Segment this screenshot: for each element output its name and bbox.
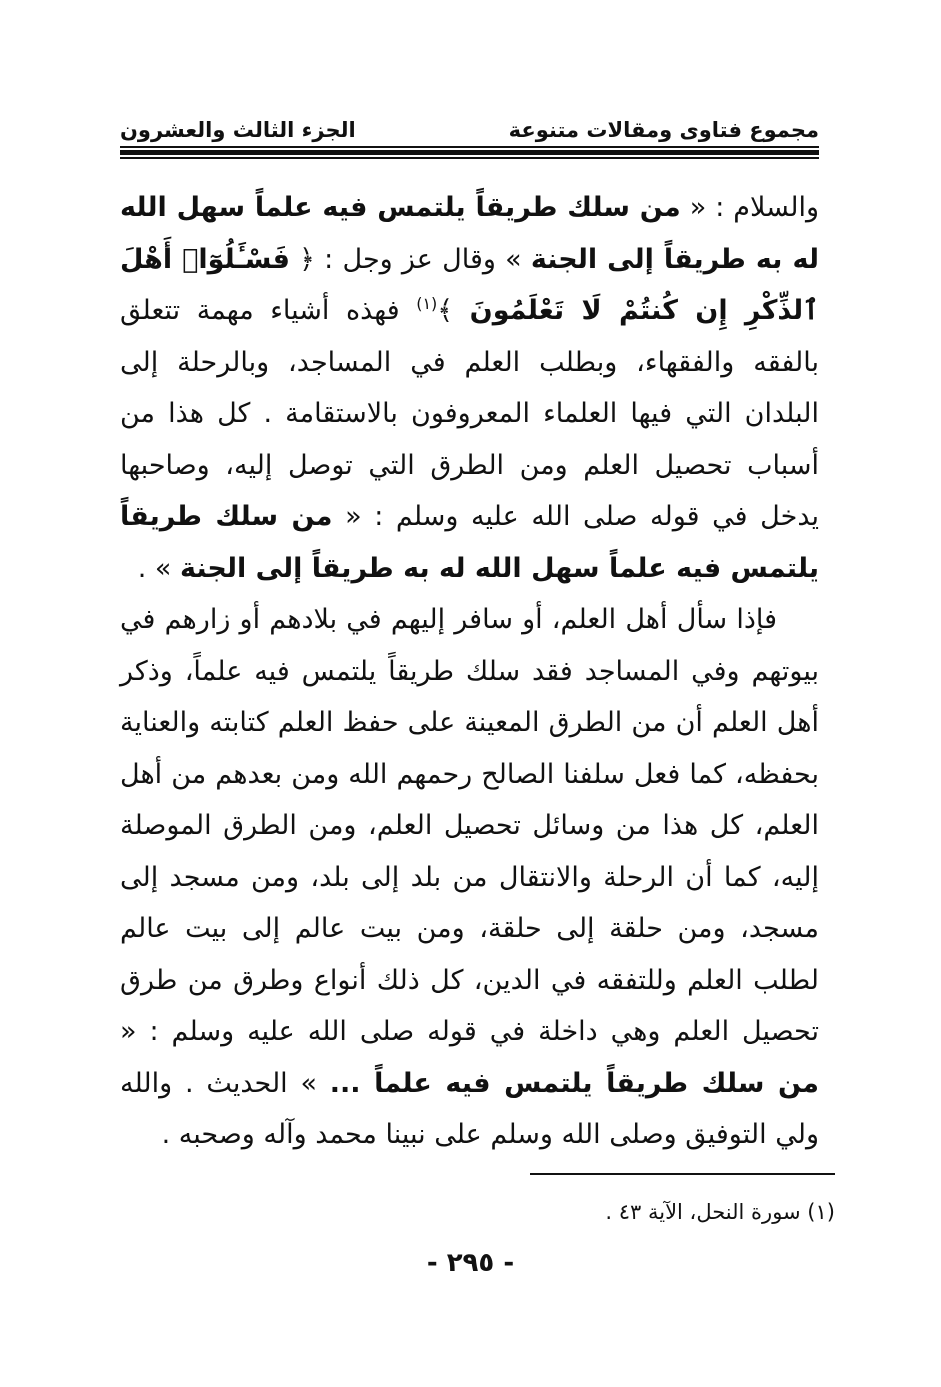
text-span: » الحديث . والله ولي التوفيق وصلى الله وسلم على نبينا محمد وآله وصحبه .: [120, 1067, 819, 1150]
page-number: - ٢٩٥ -: [426, 1248, 515, 1278]
footnote: (١) سورة النحل، الآية ٤٣ .: [605, 1200, 835, 1224]
text-span: فهذه أشياء مهمة تتعلق بالفقه والفقهاء، وبطلب العلم في المساجد، وبالرحلة إلى البلدان التي فيها العلماء المعروفون بالاستقامة . كل هذا من أسباب تحصيل العلم ومن الطرق التي توصل إليه، وصاحبها يدخل في قوله صلى الله عليه وسلم : «: [120, 295, 820, 532]
hadith-quote: من سلك طريقاً يلتمس فيه علماً سهل الله له به طريقاً إلى الجنة: [120, 501, 819, 584]
hadith-quote: من سلك طريقاً يلتمس فيه علماً سهل الله له به طريقاً إلى الجنة: [120, 192, 819, 275]
volume-label: الجزء الثالث والعشرون: [120, 118, 356, 142]
running-header: [120, 106, 819, 142]
book-title: مجموع فتاوى ومقالات متنوعة: [508, 118, 819, 142]
text-span: فإذا سأل أهل العلم، أو سافر إليهم في بلادهم أو زارهم في بيوتهم وفي المساجد فقد سلك طريقاً يلتمس فيه علماً، وذكر أهل العلم أن من الطرق المعينة على حفظ العلم كتابته والعناية بحفظه، كما فعل سلفنا الصالح رحمهم الله ومن بعدهم من أهل العلم، كل هذا من وسائل تحصيل العلم، ومن الطرق الموصلة إليه، كما أن الرحلة والانتقال من بلد إلى بلد، ومن مسجد إلى مسجد، ومن حلقة إلى حلقة، ومن بيت عالم إلى بيت عالم لطلب العلم وللتفقه في الدين، كل ذلك أنواع وطرق من طرق تحصيل العلم وهي داخلة في قوله صلى الله عليه وسلم : «: [120, 604, 819, 1047]
text-span: ﴾: [437, 295, 470, 326]
main-text: [120, 182, 819, 1161]
text-span: » .: [137, 552, 180, 584]
header-rule-thick: [120, 150, 819, 155]
paragraph-2: [120, 594, 819, 1161]
header-rule-bottom: [120, 157, 819, 159]
footnote-marker: (١): [416, 294, 438, 313]
text-span: والسلام : «: [680, 192, 819, 223]
quran-verse: فَسْـَٔلُوٓا۟ أَهْلَ ٱلذِّكْرِ إِن كُنتُمْ لَا تَعْلَمُونَ: [120, 243, 819, 326]
header-rule-top: [120, 146, 819, 148]
footnote-separator: [530, 1173, 835, 1175]
paragraph-1: [120, 182, 819, 594]
hadith-quote: من سلك طريقاً يلتمس فيه علماً ...: [329, 1067, 820, 1099]
text-span: » وقال عز وجل : ﴿: [289, 243, 531, 275]
